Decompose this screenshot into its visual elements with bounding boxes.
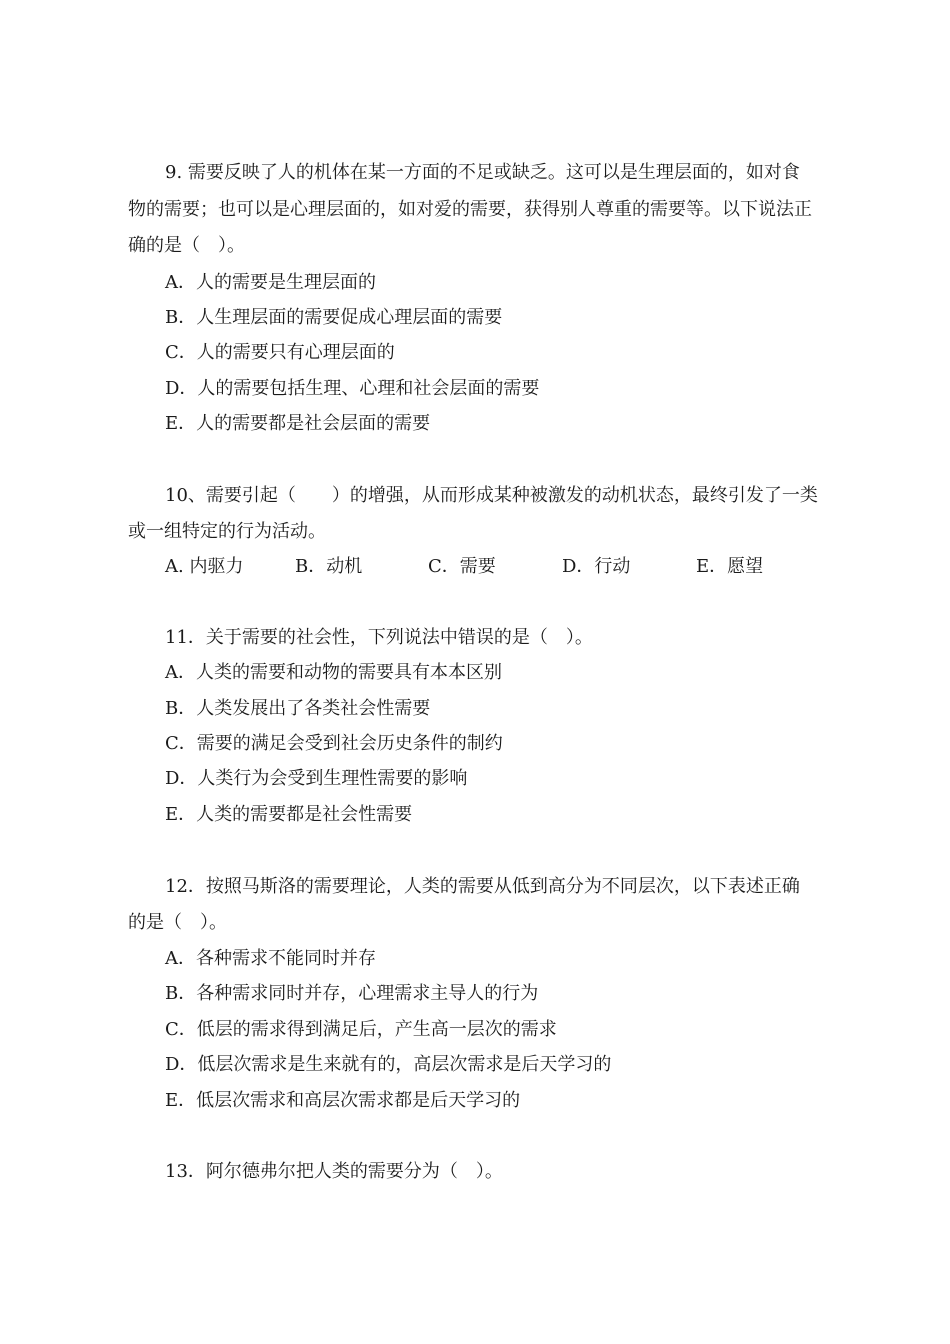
question-9-option-c: C．人的需要只有心理层面的 (165, 342, 395, 363)
question-9-option-a: A．人的需要是生理层面的 (165, 272, 376, 293)
question-11-option-e: E．人类的需要都是社会性需要 (165, 804, 413, 825)
question-13-line-1: 13．阿尔德弗尔把人类的需要分为（ ）。 (165, 1161, 503, 1182)
question-10-option-d: D．行动 (562, 556, 631, 577)
question-9-line-2: 物的需要；也可以是心理层面的，如对爱的需要，获得别人尊重的需要等。以下说法正 (128, 199, 812, 220)
question-10-option-b: B．动机 (295, 556, 363, 577)
question-9-line-3: 确的是（ ）。 (128, 235, 245, 256)
question-11-option-c: C．需要的满足会受到社会历史条件的制约 (165, 733, 503, 754)
question-10-line-1: 10、需要引起（ ）的增强，从而形成某种被激发的动机状态，最终引发了一类 (165, 485, 818, 506)
question-9-option-b: B．人生理层面的需要促成心理层面的需要 (165, 307, 503, 328)
question-11-line-1: 11．关于需要的社会性，下列说法中错误的是（ ）。 (165, 627, 593, 648)
question-10-option-a: A. 内驱力 (165, 556, 244, 577)
question-12-option-e: E．低层次需求和高层次需求都是后天学习的 (165, 1090, 521, 1111)
question-9-line-1: 9. 需要反映了人的机体在某一方面的不足或缺乏。这可以是生理层面的，如对食 (165, 162, 800, 183)
question-10-option-e: E．愿望 (696, 556, 764, 577)
question-9-option-d: D．人的需要包括生理、心理和社会层面的需要 (165, 378, 540, 399)
question-12-option-a: A．各种需求不能同时并存 (165, 948, 376, 969)
question-11-option-d: D．人类行为会受到生理性需要的影响 (165, 768, 468, 789)
question-12-option-c: C．低层的需求得到满足后，产生高一层次的需求 (165, 1019, 557, 1040)
question-11-option-a: A．人类的需要和动物的需要具有本本区别 (165, 662, 502, 683)
question-9-option-e: E．人的需要都是社会层面的需要 (165, 413, 431, 434)
question-12-option-d: D．低层次需求是生来就有的，高层次需求是后天学习的 (165, 1054, 612, 1075)
question-12-option-b: B．各种需求同时并存，心理需求主导人的行为 (165, 983, 539, 1004)
question-10-option-c: C．需要 (428, 556, 496, 577)
question-11-option-b: B．人类发展出了各类社会性需要 (165, 698, 431, 719)
question-10-line-2: 或一组特定的行为活动。 (128, 521, 326, 542)
question-12-line-1: 12．按照马斯洛的需要理论，人类的需要从低到高分为不同层次，以下表述正确 (165, 876, 800, 897)
question-12-line-2: 的是（ ）。 (128, 912, 227, 933)
